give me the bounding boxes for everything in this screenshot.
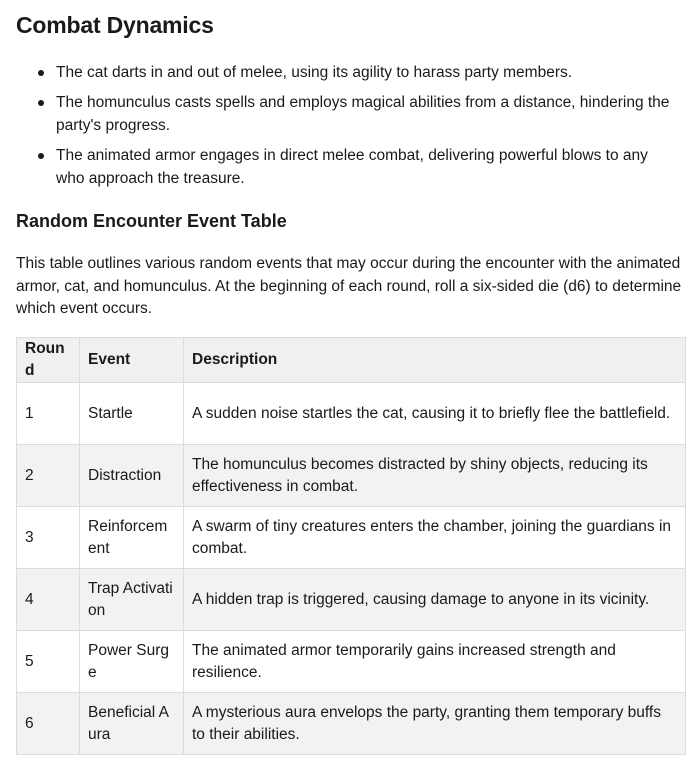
bullet-text: The cat darts in and out of melee, using its agility to harass party members. xyxy=(56,64,573,81)
table-row xyxy=(17,507,686,569)
combat-dynamics-heading: Combat Dynamics xyxy=(16,12,214,38)
column-header-round: Round xyxy=(17,338,80,383)
bullet-dot-icon xyxy=(38,100,44,106)
combat-bullet-list xyxy=(16,61,686,197)
event-cell: Power Surge xyxy=(80,631,184,693)
bullet-item xyxy=(16,61,686,84)
bullet-item xyxy=(16,91,686,137)
round-cell: 5 xyxy=(17,631,80,693)
bullet-text: The homunculus casts spells and employs magical abilities from a distance, hindering the party's progress. xyxy=(56,94,670,134)
description-cell: A swarm of tiny creatures enters the chamber, joining the guardians in combat. xyxy=(184,507,686,569)
random-encounter-table xyxy=(16,337,686,755)
description-cell: A hidden trap is triggered, causing damage to anyone in its vicinity. xyxy=(184,569,686,631)
bullet-dot-icon xyxy=(38,153,44,159)
table-row xyxy=(17,631,686,693)
table-row xyxy=(17,693,686,755)
table-row xyxy=(17,569,686,631)
event-cell: Distraction xyxy=(80,445,184,507)
event-cell: Trap Activation xyxy=(80,569,184,631)
bullet-item xyxy=(16,144,686,190)
column-header-description: Description xyxy=(184,338,686,383)
table-header-row xyxy=(17,338,686,383)
event-table-heading: Random Encounter Event Table xyxy=(16,211,287,231)
table-row xyxy=(17,383,686,445)
description-cell: The homunculus becomes distracted by shiny objects, reducing its effectiveness in combat. xyxy=(184,445,686,507)
bullet-dot-icon xyxy=(38,70,44,76)
round-cell: 2 xyxy=(17,445,80,507)
description-cell: A mysterious aura envelops the party, granting them temporary buffs to their abilities. xyxy=(184,693,686,755)
column-header-event: Event xyxy=(80,338,184,383)
event-table-intro: This table outlines various random events that may occur during the encounter with the animated armor, cat, and homunculus. At the beginning of each round, roll a six-sided die (d6) to determine which event occurs. xyxy=(16,255,682,317)
round-cell: 3 xyxy=(17,507,80,569)
description-cell: The animated armor temporarily gains increased strength and resilience. xyxy=(184,631,686,693)
description-cell: A sudden noise startles the cat, causing it to briefly flee the battlefield. xyxy=(184,383,686,445)
round-cell: 6 xyxy=(17,693,80,755)
bullet-text: The animated armor engages in direct melee combat, delivering powerful blows to any who approach the treasure. xyxy=(56,147,648,187)
round-cell: 1 xyxy=(17,383,80,445)
event-cell: Reinforcement xyxy=(80,507,184,569)
table-row xyxy=(17,445,686,507)
event-cell: Startle xyxy=(80,383,184,445)
round-cell: 4 xyxy=(17,569,80,631)
event-cell: Beneficial Aura xyxy=(80,693,184,755)
